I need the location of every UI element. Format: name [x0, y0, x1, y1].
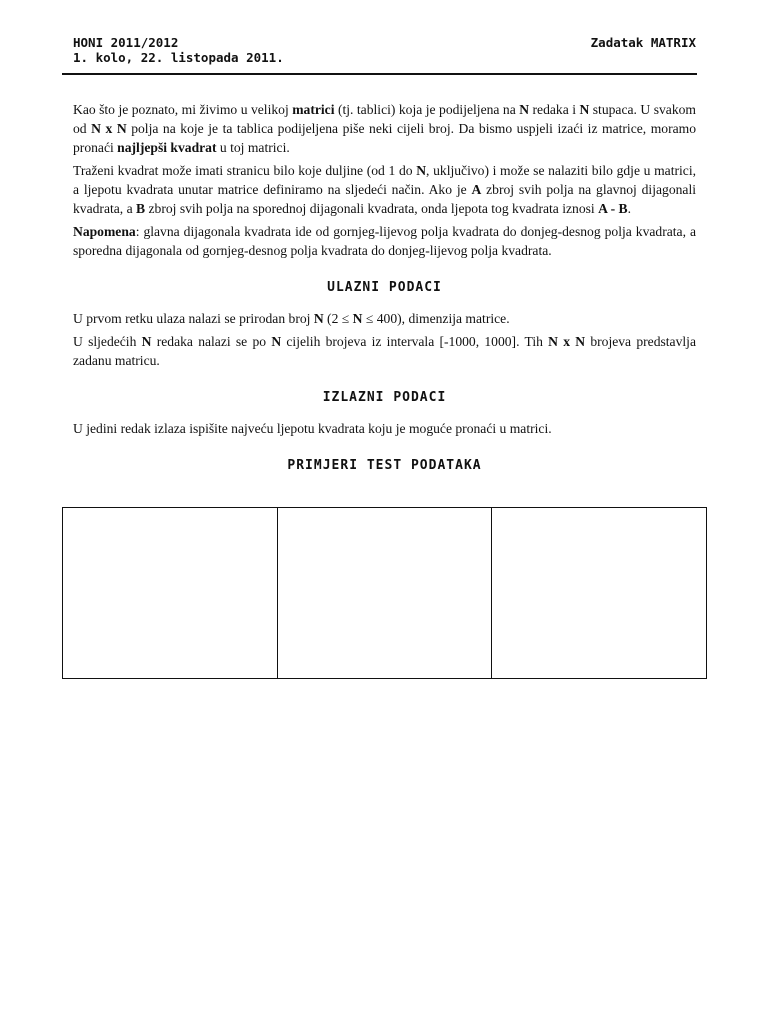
text: : glavna dijagonala kvadrata ide od gornjeg-lijevog polja kvadrata do donjeg-desnog polja kvadrata, a sporedna dijagonala od gornjeg-desnog polja kvadrata do donjeg-lijevog polja kvadrata. [73, 224, 696, 258]
bold-text: A [471, 182, 482, 197]
text: zbroj svih polja na glavnoj dijagonali kvadrata, a [73, 182, 696, 216]
header-divider [62, 73, 697, 75]
note-paragraph [73, 222, 696, 260]
bold-text: N [313, 311, 324, 326]
bold-text: najljepši kvadrat [117, 140, 217, 155]
output-heading: IZLAZNI PODACI [322, 390, 447, 405]
text: redaka i [529, 102, 580, 117]
text: redaka nalazi se po [151, 334, 272, 349]
task-name: Zadatak MATRIX [590, 35, 696, 50]
bold-text: N [352, 311, 363, 326]
text: , uključivo) i može se nalaziti bilo gdje u matrici, a ljepotu kvadrata unutar matrice definiramo na sljedeći način. Ako je [73, 163, 696, 197]
statement-paragraph-2 [73, 161, 696, 218]
bold-text: matrici [292, 102, 335, 117]
header-left [73, 35, 284, 65]
text: U sljedećih [73, 334, 142, 349]
bold-text: N [271, 334, 282, 349]
text: . [627, 201, 631, 216]
bold-text: N [579, 102, 590, 117]
text: (tj. tablici) koja je podijeljena na [334, 102, 520, 117]
example-cell-2 [278, 508, 493, 678]
examples-heading: PRIMJERI TEST PODATAKA [287, 458, 482, 473]
text: Kao što je poznato, mi živimo u velikoj [73, 102, 293, 117]
text: brojeva predstavlja zadanu matricu. [73, 334, 696, 368]
bold-text: N [416, 163, 427, 178]
bold-text: N [519, 102, 530, 117]
task-body [73, 100, 696, 487]
text: cijelih brojeva iz intervala [-1000, 1000]. Tih [281, 334, 549, 349]
input-paragraph-2 [73, 332, 696, 370]
text: U prvom retku ulaza nalazi se prirodan broj [73, 311, 314, 326]
bold-text: A - B [598, 201, 628, 216]
text: Traženi kvadrat može imati stranicu bilo koje duljine (od 1 do [73, 163, 417, 178]
text: (2 ≤ [323, 311, 353, 326]
round-date: 1. kolo, 22. listopada 2011. [73, 50, 284, 65]
bold-text: N x N [548, 334, 586, 349]
text: zbroj svih polja na sporednoj dijagonali kvadrata, onda ljepota tog kvadrata iznosi [145, 201, 599, 216]
example-cell-3 [492, 508, 706, 678]
text: stupaca. U svakom od [73, 102, 696, 136]
competition-name: HONI 2011/2012 [73, 35, 179, 50]
bold-text: N x N [91, 121, 127, 136]
statement-paragraph-1 [73, 100, 696, 157]
text: polja na koje je ta tablica podijeljena piše neki cijeli broj. Da bismo uspjeli izaći iz matrice, moramo pronaći [73, 121, 697, 155]
bold-text: N [141, 334, 152, 349]
text: u toj matrici. [216, 140, 290, 155]
input-paragraph-1 [73, 309, 696, 328]
examples-table [62, 507, 707, 679]
bold-text: B [136, 201, 146, 216]
input-heading: ULAZNI PODACI [327, 280, 442, 295]
text: ≤ 400), dimenzija matrice. [362, 311, 510, 326]
output-paragraph: U jedini redak izlaza ispišite najveću ljepotu kvadrata koju je moguće pronaći u matrici. [73, 421, 552, 436]
bold-text: Napomena [73, 224, 136, 239]
example-cell-1 [63, 508, 278, 678]
